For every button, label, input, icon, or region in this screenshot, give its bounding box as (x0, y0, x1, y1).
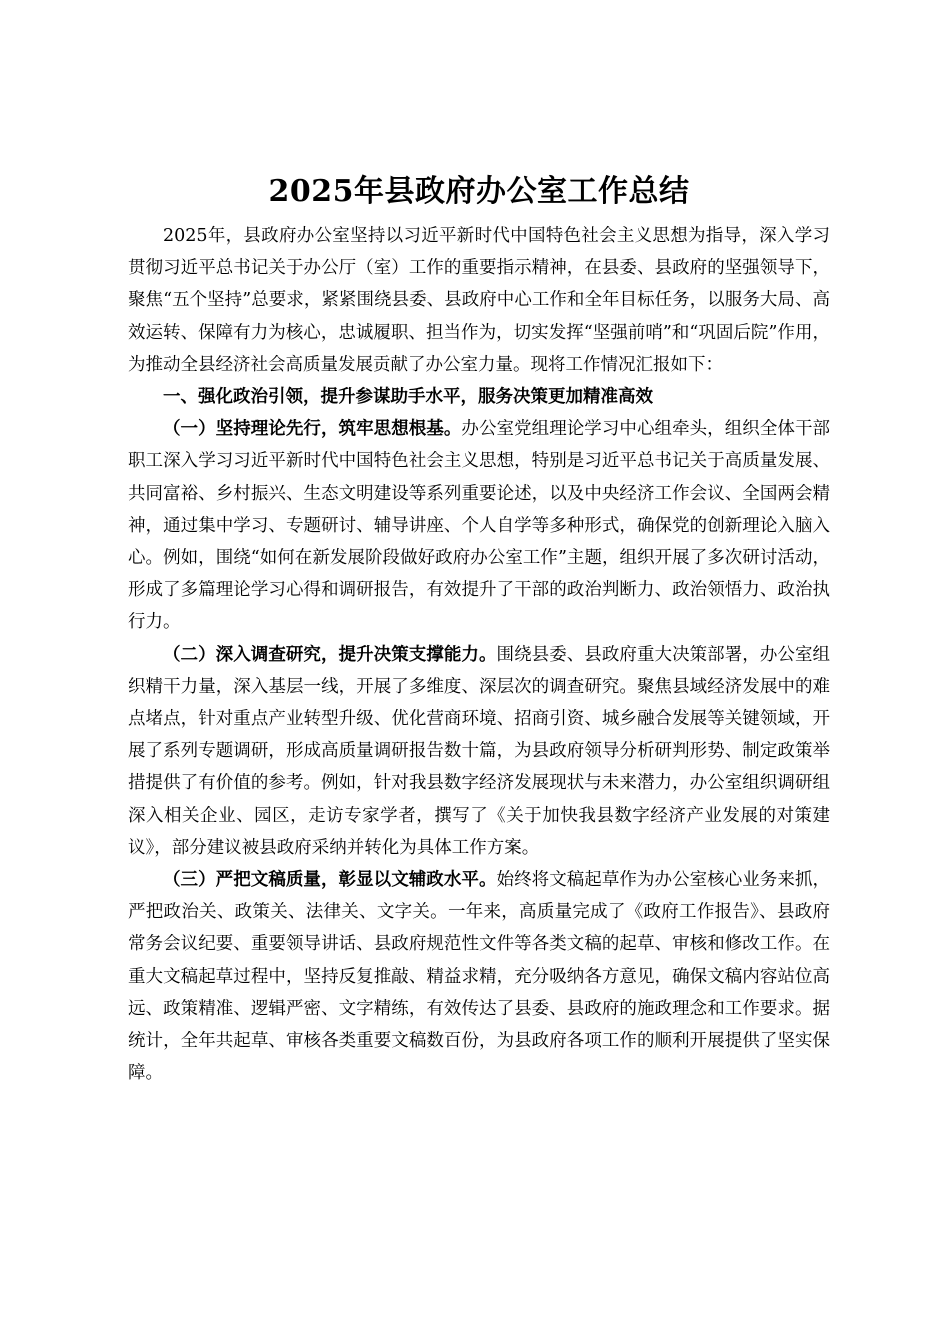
subsection-paragraph-2 (128, 639, 830, 864)
subsection-body-2: 围绕县委、县政府重大决策部署，办公室组织精干力量，深入基层一线，开展了多维度、深层次的调查研究。聚焦县域经济发展中的难点堵点，针对重点产业转型升级、优化营商环境、招商引资、城乡融合发展等关键领域，开展了系列专题调研，形成高质量调研报告数十篇，为县政府领导分析研判形势、制定政策举措提供了有价值的参考。例如，针对我县数字经济发展现状与未来潜力，办公室组织调研组深入相关企业、园区，走访专家学者，撰写了《关于加快我县数字经济产业发展的对策建议》，部分建议被县政府采纳并转化为具体工作方案。 (128, 644, 831, 858)
section-heading: 一、强化政治引领，提升参谋助手水平，服务决策更加精准高效 (163, 387, 653, 408)
document-page (128, 170, 830, 1089)
subsection-lead-1: （一）坚持理论先行，筑牢思想根基。 (163, 419, 462, 440)
subsection-paragraph-1 (128, 413, 830, 638)
subsection-lead-3: （三）严把文稿质量，彰显以文辅政水平。 (163, 870, 497, 891)
subsection-body-1: 办公室党组理论学习中心组牵头，组织全体干部职工深入学习习近平新时代中国特色社会主义思想，特别是习近平总书记关于高质量发展、共同富裕、乡村振兴、生态文明建设等系列重要论述，以及中央经济工作会议、全国两会精神，通过集中学习、专题研讨、辅导讲座、个人自学等多种形式，确保党的创新理论入脑入心。例如，围绕“如何在新发展阶段做好政府办公室工作”主题，组织开展了多次研讨活动，形成了多篇理论学习心得和调研报告，有效提升了干部的政治判断力、政治领悟力、政治执行力。 (128, 419, 831, 633)
document-title: 2025年县政府办公室工作总结 (268, 174, 690, 209)
subsection-body-3: 始终将文稿起草作为办公室核心业务来抓，严把政治关、政策关、法律关、文字关。一年来，高质量完成了《政府工作报告》、县政府常务会议纪要、重要领导讲话、县政府规范性文件等各类文稿的起草、审核和修改工作。在重大文稿起草过程中，坚持反复推敲、精益求精，充分吸纳各方意见，确保文稿内容站位高远、政策精准、逻辑严密、文字精练，有效传达了县委、县政府的施政理念和工作要求。据统计，全年共起草、审核各类重要文稿数百份，为县政府各项工作的顺利开展提供了坚实保障。 (128, 870, 831, 1084)
intro-paragraph: 2025年，县政府办公室坚持以习近平新时代中国特色社会主义思想为指导，深入学习贯彻习近平总书记关于办公厅（室）工作的重要指示精神，在县委、县政府的坚强领导下，聚焦“五个坚持”总要求，紧紧围绕县委、县政府中心工作和全年目标任务，以服务大局、高效运转、保障有力为核心，忠诚履职、担当作为，切实发挥“坚强前哨”和“巩固后院”作用，为推动全县经济社会高质量发展贡献了办公室力量。现将工作情况汇报如下： (128, 226, 830, 375)
subsection-lead-2: （二）深入调查研究，提升决策支撑能力。 (163, 644, 497, 665)
subsection-paragraph-3 (128, 864, 830, 1089)
